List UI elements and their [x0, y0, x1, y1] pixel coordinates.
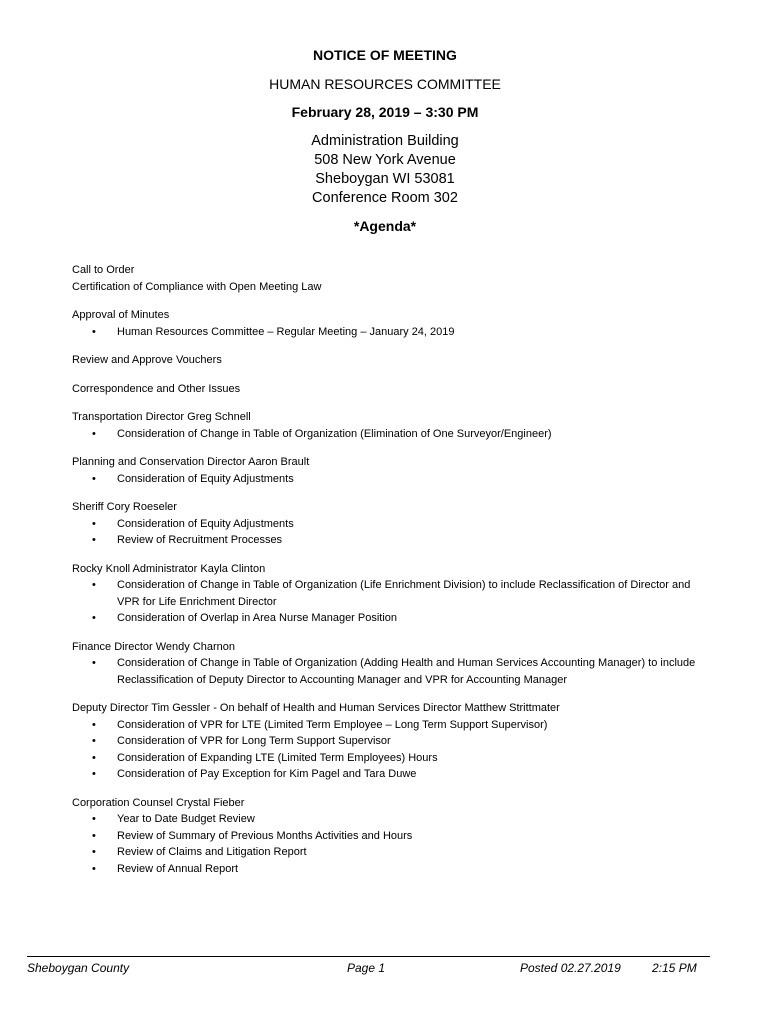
bullet-item: • Year to Date Budget Review — [72, 811, 712, 828]
address-line-street: 508 New York Avenue — [314, 152, 456, 168]
footer-divider — [27, 956, 710, 957]
bullet-icon: • — [92, 534, 96, 546]
agenda-item-correspondence: Correspondence and Other Issues — [72, 382, 241, 395]
bullet-icon: • — [92, 472, 96, 485]
footer-county: Sheboygan County — [27, 961, 130, 975]
bullet-icon: • — [92, 768, 96, 780]
bullet-icon: • — [92, 735, 96, 747]
bullet-item: • Consideration of Equity Adjustments — [72, 471, 712, 488]
bullet-icon: • — [92, 657, 96, 669]
bullet-icon: • — [92, 325, 96, 338]
footer-posted-time: 2:15 PM — [652, 961, 697, 975]
bullet-item: • Consideration of Pay Exception for Kim Pagel and Tara Duwe — [72, 766, 712, 783]
agenda-label: *Agenda* — [353, 218, 417, 234]
bullet-item: • Review of Recruitment Processes — [72, 532, 712, 549]
bullet-icon: • — [92, 813, 96, 825]
bullet-icon: • — [92, 751, 96, 764]
committee-name: HUMAN RESOURCES COMMITTEE — [269, 76, 501, 92]
bullet-icon: • — [92, 862, 96, 875]
agenda-body — [72, 262, 712, 877]
footer-posted-date: Posted 02.27.2019 — [520, 961, 621, 975]
bullet-item: • Review of Annual Report — [72, 861, 712, 878]
notice-title: NOTICE OF MEETING — [313, 47, 457, 63]
bullet-item: • Consideration of Change in Table of Organization (Life Enrichment Division) to include Reclassification of Director and VPR for Life Enrichment Director — [92, 579, 691, 608]
bullet-icon: • — [92, 517, 96, 530]
bullet-item: • Review of Claims and Litigation Report — [72, 844, 712, 861]
bullet-item: • Consideration of VPR for LTE (Limited Term Employee – Long Term Support Supervisor) — [72, 717, 712, 734]
bullet-icon: • — [92, 427, 96, 440]
section-heading-rocky-knoll: Rocky Knoll Administrator Kayla Clinton — [72, 562, 266, 575]
bullet-item: • Review of Summary of Previous Months Activities and Hours — [72, 828, 712, 845]
bullet-item: • Consideration of Equity Adjustments — [72, 516, 712, 533]
section-heading-planning: Planning and Conservation Director Aaron Brault — [72, 456, 310, 468]
bullet-icon: • — [92, 612, 96, 624]
bullet-icon: • — [92, 829, 96, 842]
bullet-icon: • — [92, 579, 96, 591]
agenda-item-call-to-order: Call to Order — [72, 264, 135, 276]
section-heading-finance: Finance Director Wendy Charnon — [72, 640, 236, 653]
meeting-datetime: February 28, 2019 – 3:30 PM — [291, 104, 479, 120]
agenda-item-certification: Certification of Compliance with Open Meeting Law — [72, 280, 322, 293]
section-heading-corporation-counsel: Corporation Counsel Crystal Fieber — [72, 796, 245, 809]
meeting-address — [0, 132, 770, 208]
bullet-icon: • — [92, 846, 96, 858]
address-line-room: Conference Room 302 — [312, 190, 458, 206]
bullet-item: • Consideration of Expanding LTE (Limited Term Employees) Hours — [72, 750, 712, 767]
bullet-item: • Consideration of VPR for Long Term Support Supervisor — [72, 733, 712, 750]
bullet-item: • Consideration of Change in Table of Organization (Elimination of One Surveyor/Engineer) — [72, 426, 712, 443]
footer-page-number: Page 1 — [347, 961, 386, 975]
address-line-building: Administration Building — [311, 133, 459, 149]
bullet-item: • Human Resources Committee – Regular Meeting – January 24, 2019 — [72, 324, 712, 341]
address-line-city: Sheboygan WI 53081 — [315, 171, 455, 187]
section-heading-hhs: Deputy Director Tim Gessler - On behalf of Health and Human Services Director Matthew Strittmater — [72, 702, 560, 714]
bullet-item: • Consideration of Change in Table of Organization (Adding Health and Human Services Accounting Manager) to include Reclassification of Deputy Director to Accounting Manager and VPR for Accounting Manager — [92, 657, 696, 686]
section-heading-sheriff: Sheriff Cory Roeseler — [72, 501, 177, 513]
section-heading-approval: Approval of Minutes — [72, 309, 170, 321]
bullet-item: • Consideration of Overlap in Area Nurse Manager Position — [72, 610, 712, 627]
agenda-item-vouchers: Review and Approve Vouchers — [72, 354, 222, 366]
section-heading-transportation: Transportation Director Greg Schnell — [72, 411, 251, 423]
bullet-icon: • — [92, 718, 96, 731]
